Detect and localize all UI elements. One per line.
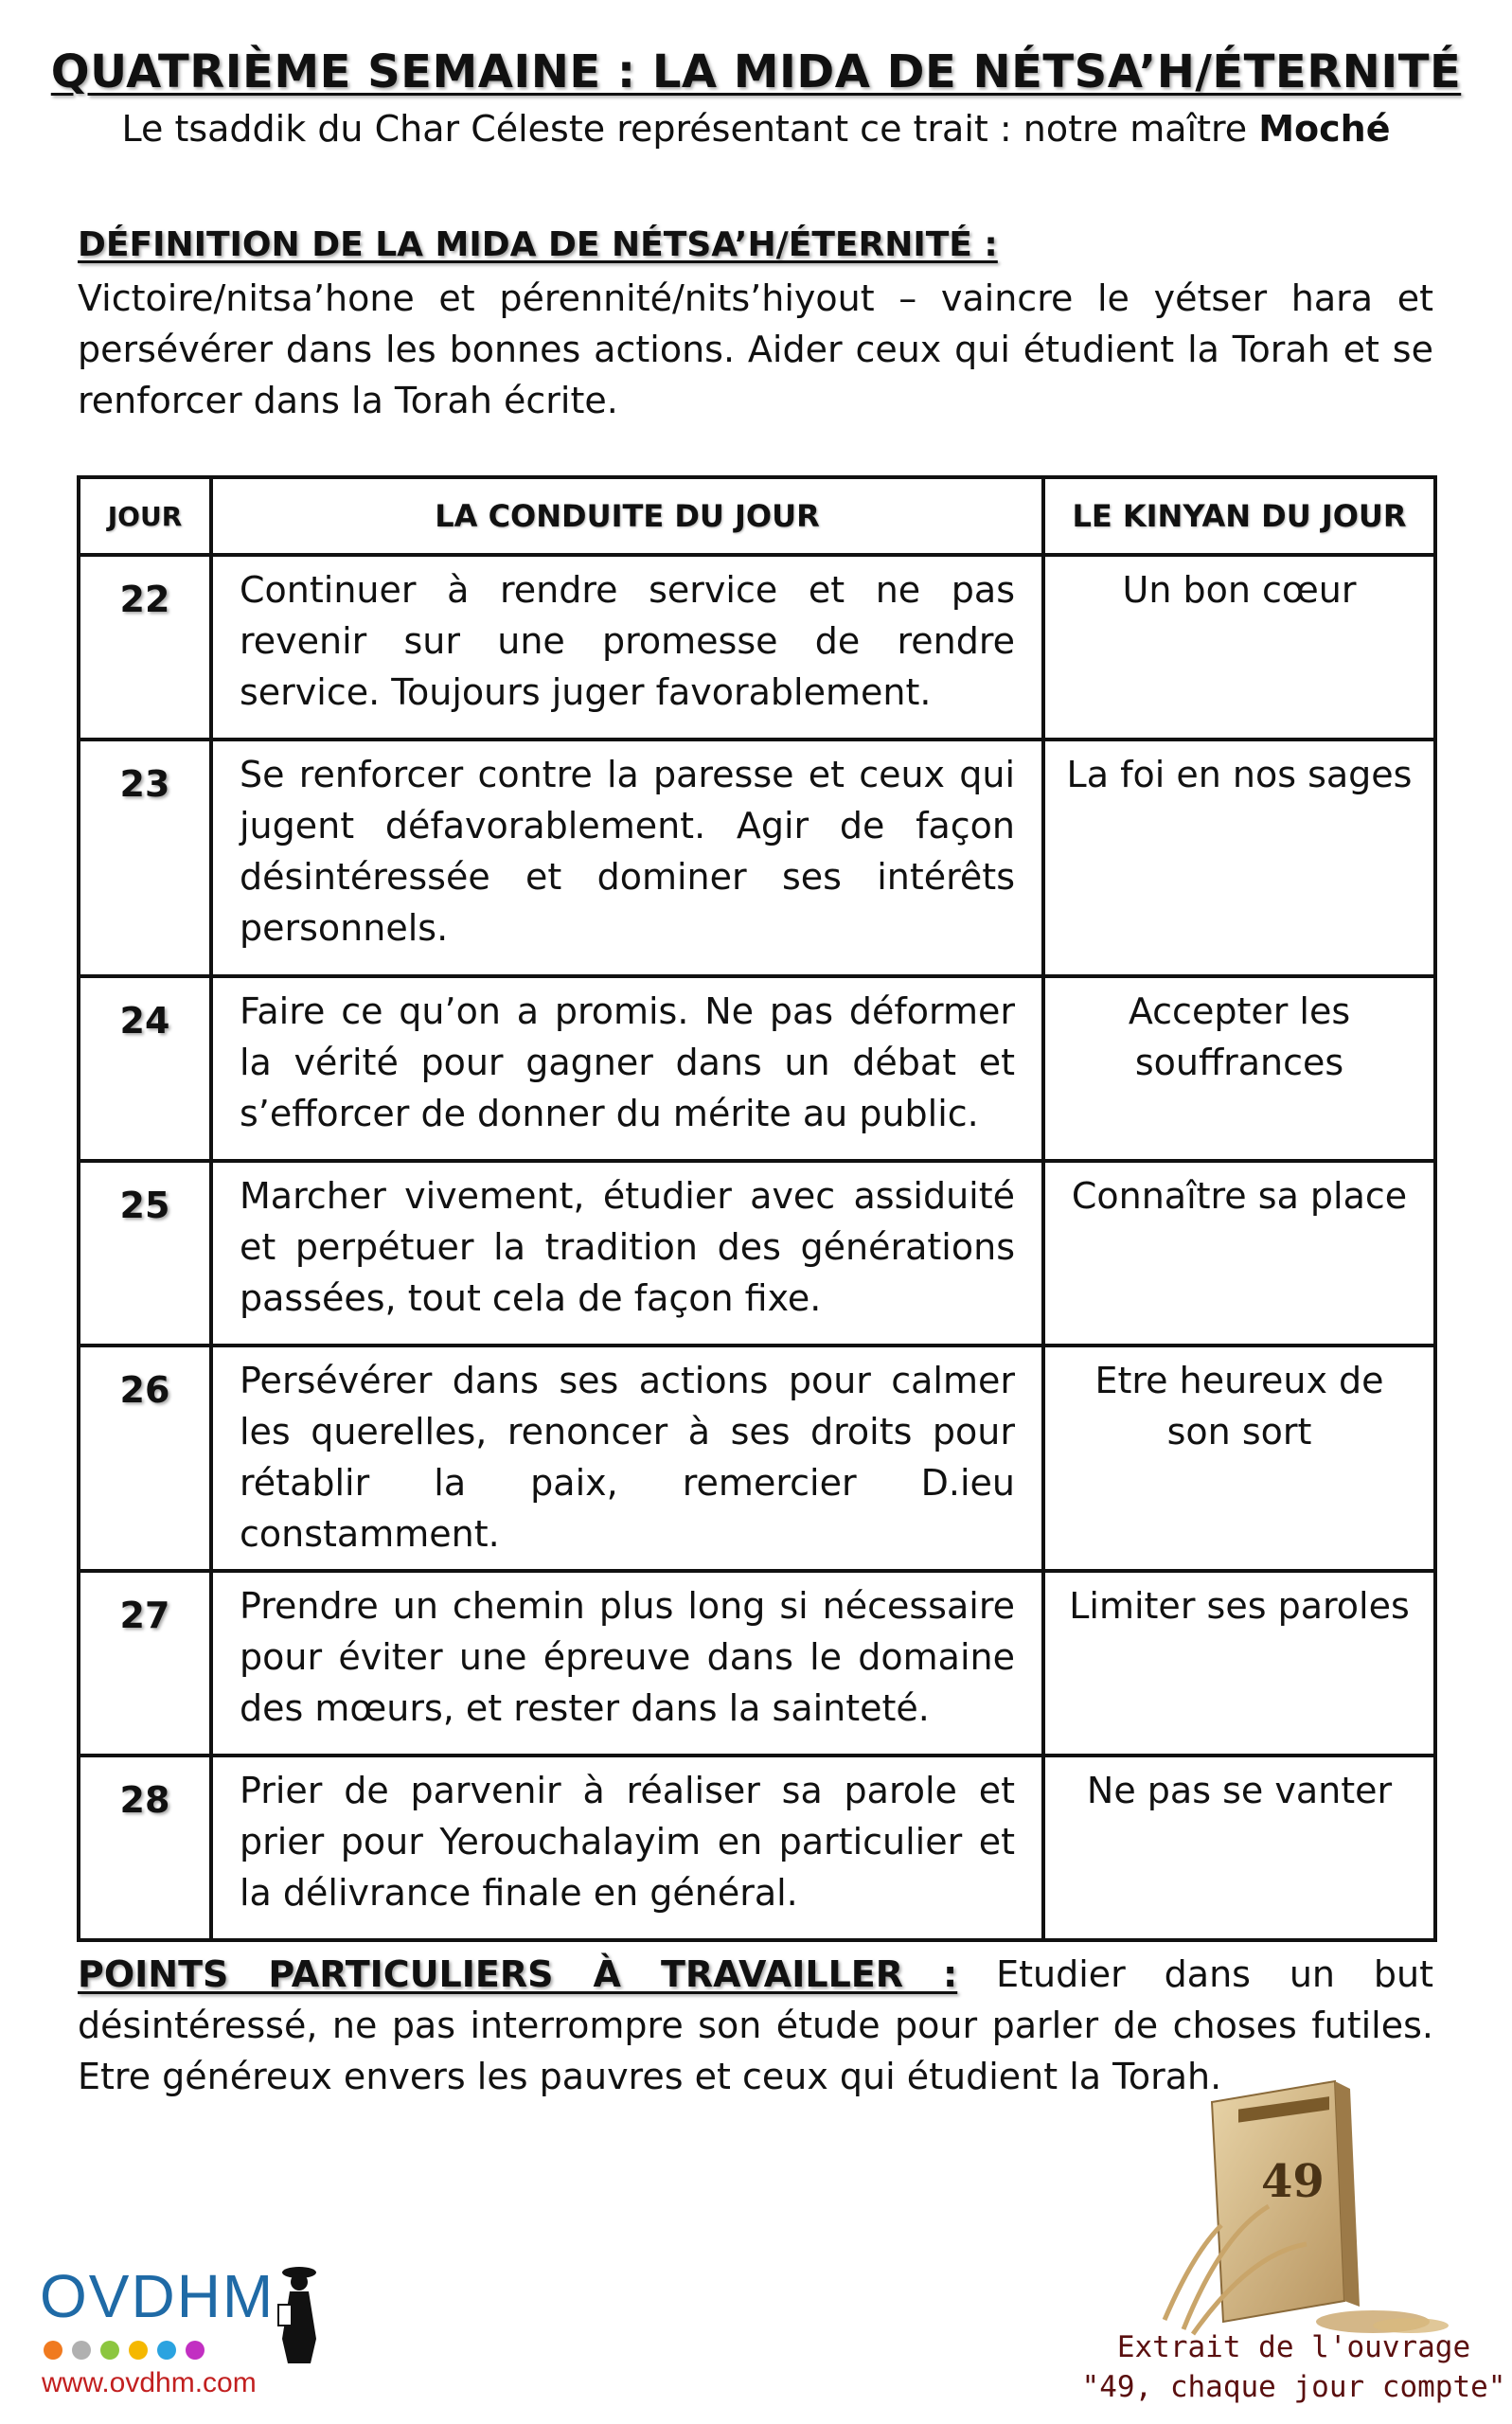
day-kinyan: Accepter les souffrances	[1043, 976, 1435, 1161]
logo-dot	[157, 2341, 176, 2360]
day-kinyan: La foi en nos sages	[1043, 740, 1435, 976]
day-number: 24	[79, 976, 211, 1161]
logo-dot	[44, 2341, 62, 2360]
table-header-row	[79, 477, 1435, 555]
days-table	[77, 475, 1437, 1942]
caption-line-2: "49, chaque jour compte"	[1081, 2370, 1506, 2404]
logo-dot	[72, 2341, 91, 2360]
rabbi-silhouette-icon	[271, 2263, 328, 2367]
points-label: POINTS PARTICULIERS À TRAVAILLER :	[78, 1953, 958, 1995]
day-number: 22	[79, 555, 211, 740]
header-kinyan: LE KINYAN DU JOUR	[1043, 477, 1435, 555]
book-cover-image	[1155, 2064, 1496, 2339]
logo-dot	[100, 2341, 119, 2360]
day-number: 25	[79, 1161, 211, 1346]
logo-text: OVDHM	[40, 2262, 276, 2330]
day-kinyan: Connaître sa place	[1043, 1161, 1435, 1346]
day-number: 27	[79, 1571, 211, 1756]
definition-text: Victoire/nitsa’hone et pérennité/nits’hiyout – vaincre le yétser hara et persévérer dans les bonnes actions. Aider ceux qui étudient la Torah et se renforcer dans la Torah écrite.	[78, 277, 1433, 421]
table-row	[79, 1346, 1435, 1571]
day-number: 26	[79, 1346, 211, 1571]
day-conduct: Persévérer dans ses actions pour calmer les querelles, renoncer à ses droits pour rétablir la paix, remercier D.ieu constamment.	[211, 1346, 1043, 1571]
logo-dot	[129, 2341, 148, 2360]
day-conduct: Marcher vivement, étudier avec assiduité et perpétuer la tradition des générations passées, tout cela de façon fixe.	[211, 1161, 1043, 1346]
logo-url: www.ovdhm.com	[42, 2367, 257, 2398]
day-conduct: Prier de parvenir à réaliser sa parole et prier pour Yerouchalayim en particulier et la délivrance finale en général.	[211, 1756, 1043, 1940]
tsaddik-name: Moché	[1258, 108, 1391, 150]
header-day: JOUR	[79, 477, 211, 555]
caption-line-1: Extrait de l'ouvrage	[1116, 2330, 1471, 2364]
table-row	[79, 1756, 1435, 1940]
day-kinyan: Etre heureux de son sort	[1043, 1346, 1435, 1571]
subtitle-text: Le tsaddik du Char Céleste représentant ce trait : notre maître	[121, 108, 1259, 150]
table-row	[79, 1571, 1435, 1756]
table-row	[79, 740, 1435, 976]
day-conduct: Prendre un chemin plus long si nécessaire pour éviter une épreuve dans le domaine des mœurs, et rester dans la sainteté.	[211, 1571, 1043, 1756]
day-kinyan: Ne pas se vanter	[1043, 1756, 1435, 1940]
table-row	[79, 555, 1435, 740]
table-row	[79, 976, 1435, 1161]
day-conduct: Faire ce qu’on a promis. Ne pas déformer la vérité pour gagner dans un débat et s’efforcer de donner du mérite au public.	[211, 976, 1043, 1161]
header-conduct: LA CONDUITE DU JOUR	[211, 477, 1043, 555]
day-conduct: Se renforcer contre la paresse et ceux qui jugent défavorablement. Agir de façon désintéressée et dominer ses intérêts personnels.	[211, 740, 1043, 976]
day-kinyan: Limiter ses paroles	[1043, 1571, 1435, 1756]
logo-dot	[186, 2341, 205, 2360]
day-number: 28	[79, 1756, 211, 1940]
page-subtitle	[0, 108, 1512, 150]
definition-heading: DÉFINITION DE LA MIDA DE NÉTSA’H/ÉTERNITÉ :	[78, 225, 998, 264]
logo-dots	[44, 2341, 214, 2363]
book-number: 49	[1261, 2155, 1325, 2208]
day-kinyan: Un bon cœur	[1043, 555, 1435, 740]
points-text: Etudier dans un but désintéressé, ne pas interrompre son étude pour parler de choses futiles. Etre généreux envers les pauvres et ceux qui étudient la Torah.	[78, 1953, 1433, 2097]
page-title: QUATRIÈME SEMAINE : LA MIDA DE NÉTSA’H/ÉTERNITÉ	[50, 45, 1462, 98]
table-row	[79, 1161, 1435, 1346]
book-caption	[1076, 2327, 1512, 2407]
day-conduct: Continuer à rendre service et ne pas revenir sur une promesse de rendre service. Toujours juger favorablement.	[211, 555, 1043, 740]
day-number: 23	[79, 740, 211, 976]
